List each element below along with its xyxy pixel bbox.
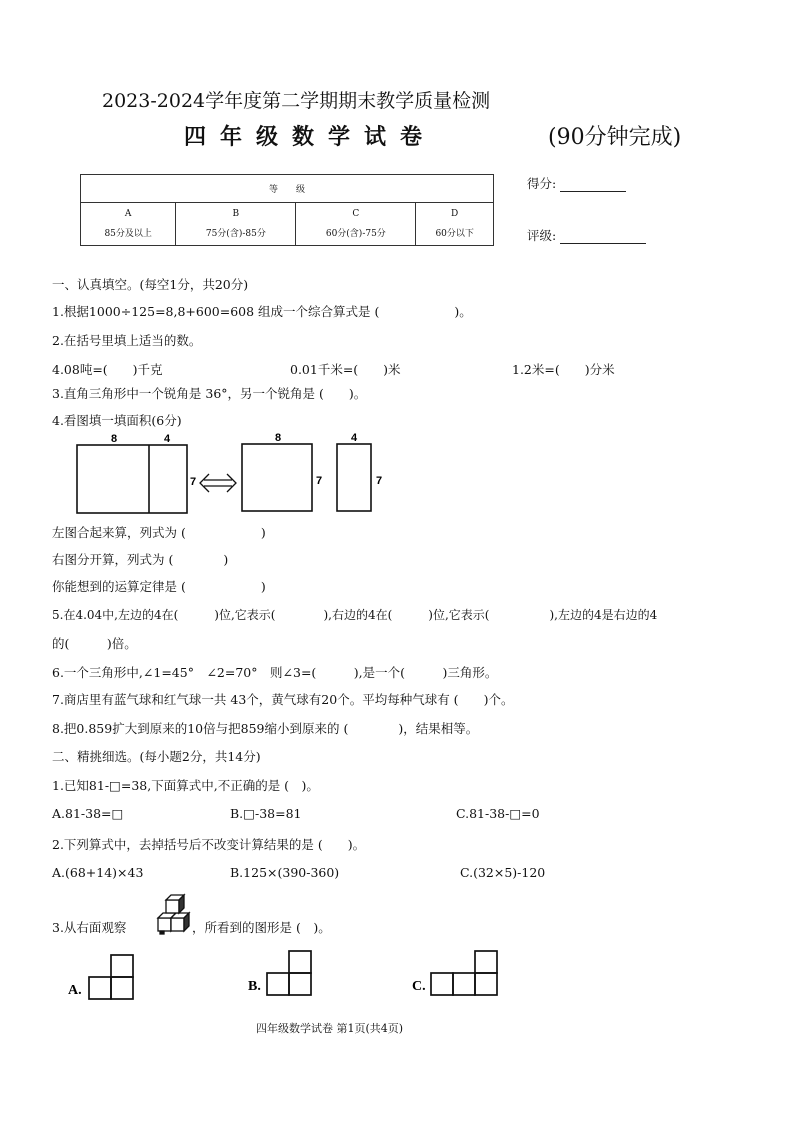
label-7-left: 7 bbox=[189, 476, 197, 488]
option-b-shape bbox=[267, 951, 311, 995]
option-a-label: A. bbox=[68, 983, 82, 998]
grade-cell-a: A 85分及以上 bbox=[81, 203, 176, 246]
label-8-right: 8 bbox=[274, 432, 282, 444]
s1-q4-c: 你能想到的运算定律是 ( ) bbox=[52, 579, 266, 594]
s1-question-8: 8.把0.859扩大到原来的10倍与把859缩小到原来的 ( )，结果相等。 bbox=[52, 721, 479, 736]
label-7-right: 7 bbox=[375, 475, 383, 487]
s2-question-3: 3.从右面观察 bbox=[52, 920, 127, 935]
s1-q2-c: 1.2米=( )分米 bbox=[512, 362, 615, 377]
option-a-shape bbox=[89, 955, 133, 999]
s2-question-3-cont: ，所看到的图形是 ( )。 bbox=[192, 920, 331, 935]
s2-question-1: 1.已知81-□=38,下面算式中,不正确的是 ( )。 bbox=[52, 778, 319, 793]
s2-q2-option-a: A.(68+14)×43 bbox=[52, 865, 144, 880]
s1-q4-a: 左图合起来算，列式为 ( ) bbox=[52, 525, 266, 540]
s1-question-3: 3.直角三角形中一个锐角是 36°，另一个锐角是 ( )。 bbox=[52, 386, 367, 401]
s1-question-6: 6.一个三角形中,∠1=45° ∠2=70° 则∠3=( ),是一个( )三角形。 bbox=[52, 665, 498, 680]
grade-table-heading: 等 级 bbox=[81, 175, 494, 203]
s2-q1-option-c: C.81-38-□=0 bbox=[456, 806, 540, 821]
rating-label: 评级: bbox=[527, 228, 557, 243]
exam-year-title: 2023-2024学年度第二学期期末教学质量检测 bbox=[102, 90, 491, 112]
option-c-label: C. bbox=[412, 979, 426, 994]
s2-question-2: 2.下列算式中，去掉括号后不改变计算结果的是 ( )。 bbox=[52, 837, 366, 852]
option-b-label: B. bbox=[248, 979, 261, 994]
label-7-mid: 7 bbox=[315, 475, 323, 487]
s1-question-1: 1.根据1000÷125=8,8+600=608 组成一个综合算式是 ( )。 bbox=[52, 304, 472, 319]
s1-question-2: 2.在括号里填上适当的数。 bbox=[52, 333, 202, 348]
s2-q2-option-c: C.(32×5)-120 bbox=[460, 865, 546, 880]
grade-cell-c: C 60分(含)-75分 bbox=[296, 203, 416, 246]
s2-q1-option-a: A.81-38=□ bbox=[52, 806, 124, 821]
s2-q1-option-b: B.□-38=81 bbox=[230, 806, 302, 821]
grade-cell-b: B 75分(含)-85分 bbox=[176, 203, 296, 246]
s1-q2-b: 0.01千米=( )米 bbox=[290, 362, 401, 377]
label-4-left: 4 bbox=[163, 433, 171, 445]
s1-q2-a: 4.08吨=( )千克 bbox=[52, 362, 163, 377]
s1-question-5: 5.在4.04中,左边的4在( )位,它表示( ),右边的4在( )位,它表示( ),左边的4是右边的4 bbox=[52, 608, 658, 622]
label-4-right: 4 bbox=[350, 432, 358, 444]
page-footer: 四年级数学试卷 第1页(共4页) bbox=[256, 1022, 404, 1035]
section1-title: 一、认真填空。(每空1分，共20分) bbox=[52, 277, 249, 292]
cube-stack-icon bbox=[158, 895, 189, 934]
s1-q4-b: 右图分开算，列式为 ( ) bbox=[52, 552, 229, 567]
grade-cell-d: D 60分以下 bbox=[416, 203, 494, 246]
option-c-shape bbox=[431, 951, 497, 995]
s2-q2-option-b: B.125×(390-360) bbox=[230, 865, 340, 880]
s1-question-5-cont: 的( )倍。 bbox=[52, 636, 137, 651]
section2-title: 二、精挑细选。(每小题2分，共14分) bbox=[52, 749, 261, 764]
exam-title: 四年级数学试卷 bbox=[184, 124, 437, 150]
score-label: 得分: bbox=[527, 176, 557, 191]
s1-question-7: 7.商店里有蓝气球和红气球一共 43个，黄气球有20个。平均每种气球有 ( )个。 bbox=[52, 692, 514, 707]
s1-question-4: 4.看图填一填面积(6分) bbox=[52, 413, 182, 428]
label-8-left: 8 bbox=[110, 433, 118, 445]
exam-duration: (90分钟完成) bbox=[548, 125, 682, 150]
